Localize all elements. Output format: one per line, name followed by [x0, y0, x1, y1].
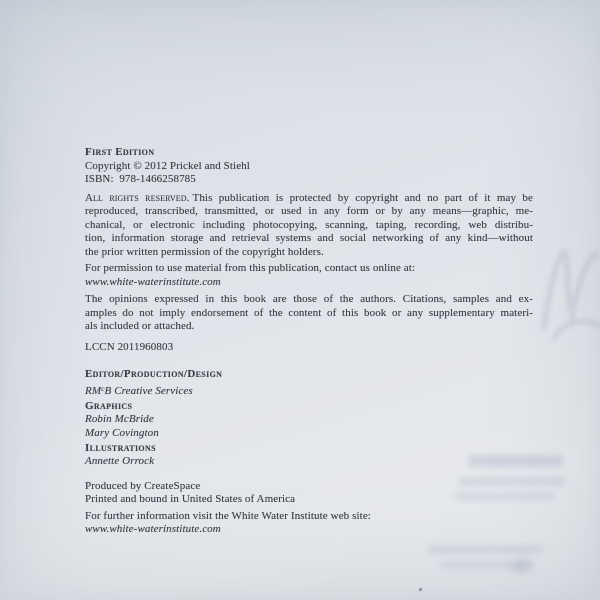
opinions-line-3: als included or attached.	[85, 320, 195, 332]
permission-url: www.white-waterinstitute.com	[85, 275, 221, 288]
further-info-paragraph	[85, 510, 533, 537]
showthrough-text-smudge	[440, 561, 535, 569]
credit-illustrations-group	[85, 442, 533, 469]
rights-line-3: chanical, or electronic including photocopying, scanning, taping, recording, web distribu-	[85, 218, 533, 231]
copyright-line: Copyright © 2012 Prickel and Stiehl	[85, 159, 250, 172]
production-paragraph	[85, 480, 533, 507]
editor-name-post: B Creative Services	[104, 384, 193, 397]
permission-line: For permission to use material from this publication, contact us online at:	[85, 262, 416, 274]
editor-name-superscript: c	[101, 383, 105, 393]
printed-line: Printed and bound in United States of America	[85, 493, 296, 505]
graphics-name-2: Mary Covington	[85, 426, 159, 439]
illustrations-label: Illustrations	[85, 441, 156, 454]
showthrough-swash-mark	[552, 312, 600, 346]
credit-graphics-group	[85, 400, 533, 441]
paper-blemish	[512, 558, 530, 574]
graphics-name-1: Robin McBride	[85, 413, 154, 425]
credit-editor-group	[85, 368, 533, 398]
paper-speck	[419, 588, 422, 591]
rights-line-2: reproduced, transcribed, transmitted, or used in any form or by any means—graphic, me-	[85, 205, 533, 217]
rights-paragraph	[85, 192, 533, 260]
further-info-line: For further information visit the White Water Institute web site:	[85, 509, 371, 522]
rights-line-5: the prior written permission of the copyright holders.	[85, 245, 324, 258]
edition-label: First Edition	[85, 146, 155, 158]
editor-name	[85, 382, 533, 399]
graphics-label: Graphics	[85, 399, 133, 412]
produced-line: Produced by CreateSpace	[85, 479, 201, 492]
opinions-line-2: amples do not imply endorsement of the content of this book or any supplementary materi-	[85, 306, 533, 319]
rights-line-1: This publication is protected by copyright and no part of it may be	[192, 191, 533, 204]
lccn-line: LCCN 2011960803	[85, 340, 174, 353]
opinions-line-1: The opinions expressed in this book are those of the authors. Citations, samples and ex-	[85, 293, 533, 305]
isbn-line: ISBN: 978-1466258785	[85, 173, 196, 185]
illustrations-name: Annette Orrock	[85, 455, 155, 467]
showthrough-text-smudge	[428, 545, 543, 554]
rights-lead-smallcaps: All rights reserved.	[85, 191, 190, 204]
editor-name-pre: RM	[85, 384, 102, 397]
copyright-text-block	[85, 146, 533, 537]
rights-line-4: tion, information storage and retrieval systems and social networking of any kind—without	[85, 232, 533, 244]
editor-label: Editor/Production/Design	[85, 368, 223, 380]
showthrough-script-mark	[538, 244, 600, 336]
further-info-url: www.white-waterinstitute.com	[85, 523, 221, 535]
opinions-paragraph	[85, 293, 533, 334]
permission-paragraph	[85, 262, 533, 289]
